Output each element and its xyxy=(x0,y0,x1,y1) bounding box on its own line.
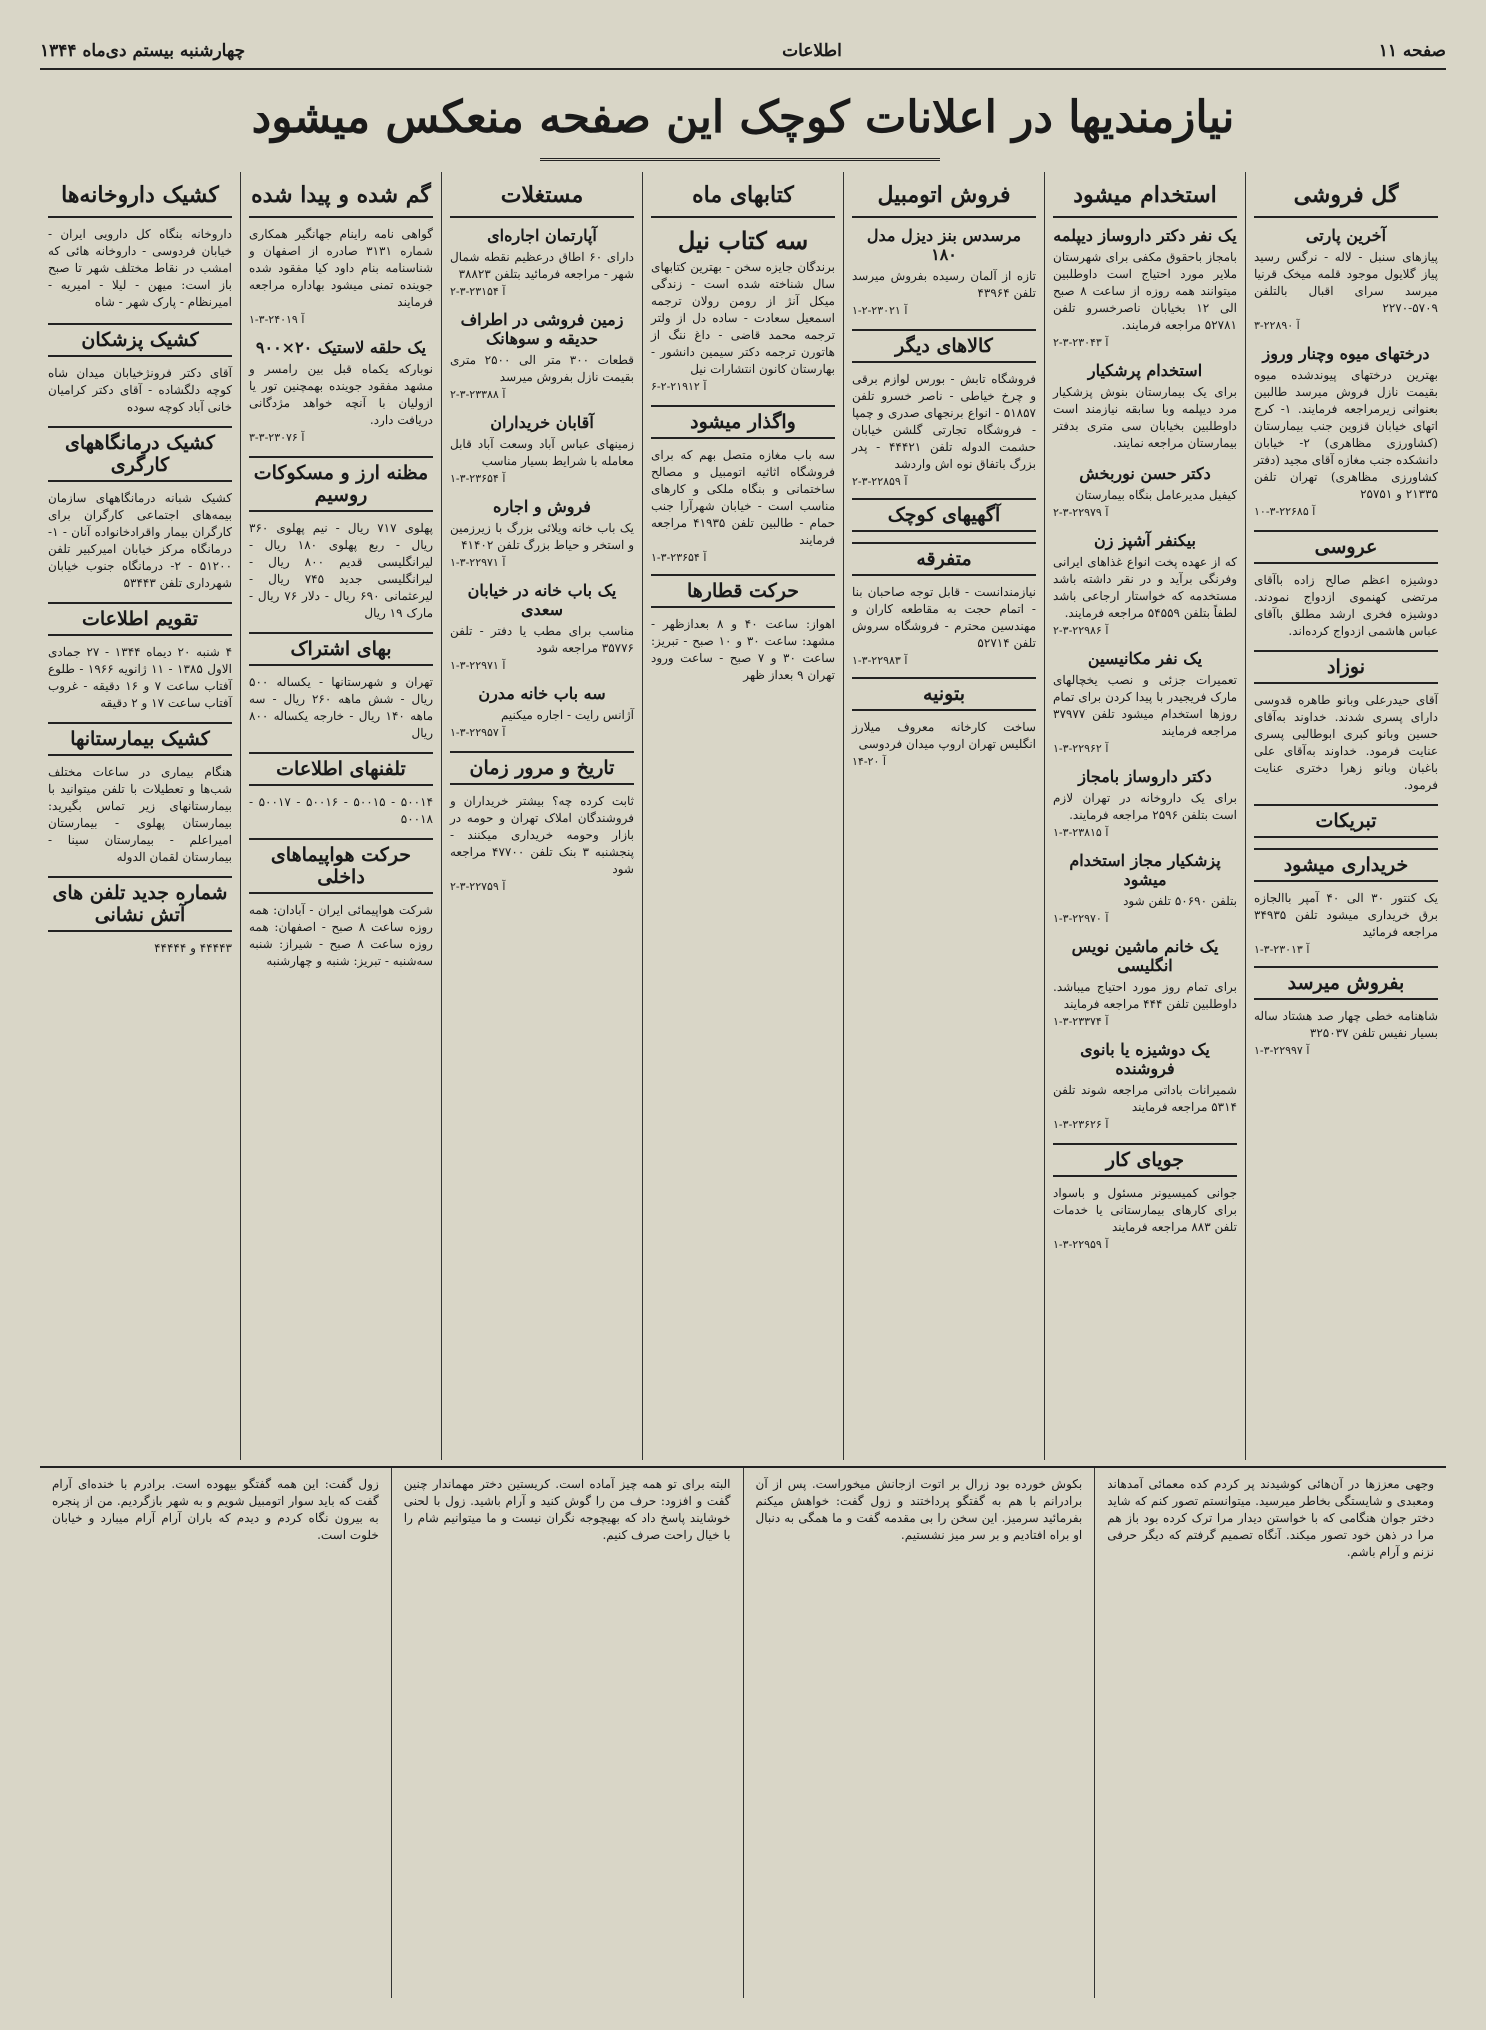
section-heading: متفرقه xyxy=(852,542,1036,576)
classified-ad xyxy=(450,497,634,569)
ad-title: مرسدس بنز دیزل مدل ۱۸۰ xyxy=(866,226,1022,264)
classified-ad xyxy=(1053,767,1237,839)
running-head xyxy=(40,34,1446,70)
ad-code: آ ۲۲۹۷۰-۳-۱ xyxy=(1053,912,1109,925)
column-heading: مستغلات xyxy=(450,176,634,218)
section-text: ۴۴۴۴۳ و ۴۴۴۴۴ xyxy=(154,941,232,955)
section-heading: کشیک درمانگاههای کارگری xyxy=(48,426,232,482)
ad-code: آ ۲۳۳۸۸-۳-۲ xyxy=(450,388,506,401)
section-text: هنگام بیماری در ساعات مختلف شب‌ها و تعطیلات با تلفن میتوانید با بیمارستانهای زیر تماس بگیرید: بیمارستان پهلوی - بیمارستان امیراعلم - بیمارستان سینا - بیمارستان لقمان الدوله xyxy=(48,765,232,864)
ad-code: آ ۲۴۰۱۹-۳-۱ xyxy=(249,313,305,326)
ad-title: یک خانم ماشین نویس انگلیسی xyxy=(1071,937,1219,975)
classified-ad xyxy=(1053,361,1237,452)
classified-ad xyxy=(450,310,634,401)
section-text: جوانی کمیسیونر مسئول و باسواد برای کارهای بیمارستانی یا خدمات تلفن ۸۸۳ مراجعه فرمایند xyxy=(1053,1186,1237,1234)
story-paragraph: البته برای تو همه چیز آماده است. کریستین دختر مهماندار چنین گفت و افزود: حرف من را گوش کنید و آرام باشید. زول با لحنی خوشایند پاسخ داد که بهیچوجه نگران نیست و ما میتوانیم شام را با خیال راحت صرف کنیم. xyxy=(403,1477,731,1542)
ad-title: زمین فروشی در اطراف حدیقه و سوهانک xyxy=(460,310,624,348)
ad-code: آ ۲۳۰۴۳-۳-۲ xyxy=(1053,336,1109,349)
section-text: کشیک شبانه درمانگاههای سازمان بیمه‌های اجتماعی کارگران برای کارگران بیمار واقرادخانواده آنان - ۱- درمانگاه مرکز خیابان امیرکبیر تلفن ۵۱۲۰۰ - ۲- درمانگاه جنوب خیابان شهرداری تلفن ۵۳۴۴۳ xyxy=(48,491,233,590)
classified-ad xyxy=(249,338,433,444)
story-paragraph: بکوش خورده بود زرال بر اتوت ازجانش میخوراست. پس از آن برادرانم با هم به گفتگو پرداختند و زول گفت: خواهش میکنم بفرمائید سرمیز. این سخن را بی مقدمه گفت و ما همگی به دنبال او براه افتادیم و بر سر میز نشستیم. xyxy=(755,1477,1083,1542)
section-heading: شماره جدید تلفن های آتش نشانی xyxy=(48,876,232,932)
section-heading: حرکت هواپیماهای داخلی xyxy=(249,838,433,894)
section-text: آقای دکتر فرونژخیابان میدان شاه کوچه دلگشاده - آقای دکتر کرامیان خانی آباد کوچه سوده xyxy=(48,366,232,414)
ad-text: تازه از آلمان رسیده بفروش میرسد تلفن ۴۳۹۶۴ xyxy=(852,269,1036,300)
section-text: اهواز: ساعت ۴۰ و ۸ بعدازظهر - مشهد: ساعت ۳۰ و ۱۰ صبح - تبریز: ساعت ۳۰ و ۷ صبح - ساعت ورود تهران ۹ بعداز ظهر xyxy=(651,617,835,682)
ad-title: فروش و اجاره xyxy=(493,497,591,516)
serial-story xyxy=(40,1466,1446,1998)
ad-code: آ ۲۲۹۵۷-۳-۱ xyxy=(450,726,506,739)
section-text: ۴ شنبه ۲۰ دیماه ۱۳۴۴ - ۲۷ جمادی الاول ۱۳۸۵ - ۱۱ ژانویه ۱۹۶۶ - طلوع آفتاب ساعت ۷ و ۱۶ دقیقه - غروب آفتاب ساعت ۱۷ و ۲ دقیقه xyxy=(48,645,233,710)
ad-text: قطعات ۳۰۰ متر الی ۲۵۰۰ متری بقیمت نازل بفروش میرسد xyxy=(450,353,634,384)
story-column xyxy=(40,1468,391,1998)
ad-title: سه باب خانه مدرن xyxy=(478,684,606,703)
ad-code: آ ۲۳۰۱۳-۳-۱ xyxy=(1254,943,1310,956)
section-heading: بفروش میرسد xyxy=(1254,966,1438,1000)
section-text: شاهنامه خطی چهار صد هشتاد ساله بسیار نفیس تلفن ۳۲۵۰۳۷ xyxy=(1254,1009,1438,1040)
classified-ad xyxy=(48,226,232,311)
column-heading: گل فروشی xyxy=(1254,176,1438,218)
section-heading: جویای کار xyxy=(1053,1143,1237,1177)
ad-text: آژانس رایت - اجاره میکنیم xyxy=(500,708,634,722)
ad-title: یک دوشیزه یا بانوی فروشنده xyxy=(1080,1040,1210,1078)
classified-ad xyxy=(450,581,634,672)
ad-text: یک باب خانه ویلائی بزرگ با زیرزمین و استخر و حیاط بزرگ تلفن ۴۱۴۰۲ xyxy=(450,521,634,552)
ad-code: آ ۲۳۳۷۴-۳-۱ xyxy=(1053,1015,1109,1028)
classified-ad xyxy=(1053,531,1237,637)
section-heading: عروسی xyxy=(1254,530,1438,564)
ad-text: پیازهای سنبل - لاله - نرگس رسید پیاز گلایول موجود قلمه میخک قرنیا میرسد سرای اقبال بالتلفن ۵۷۰۹-۲۲۷۰ xyxy=(1254,250,1438,315)
ad-text: زمینهای عباس آباد وسعت آباد قابل معامله با شرایط بسیار مناسب xyxy=(450,437,634,468)
classified-ad xyxy=(450,413,634,485)
section-heading: واگذار میشود xyxy=(651,405,835,439)
section-text: دوشیزه اعظم صالح زاده باآقای مرتضی کهنموی ازدواج نمودند. دوشیزه فخری ارشد مطلق باآقای عباس هاشمی ازدواج کرده‌اند. xyxy=(1254,573,1438,638)
ad-code: آ ۲۲۹۶۲-۳-۱ xyxy=(1053,742,1109,755)
section-text: آقای حیدرعلی وبانو طاهره قدوسی دارای پسری شدند. خداوند به‌آقای حسین وبانو کبری ابوطالبی پسری عنایت فرمود. خداوند به‌آقای علی باغبان وبانو زهرا دختری عنایت فرمود. xyxy=(1254,693,1438,792)
story-column xyxy=(743,1468,1095,1998)
ad-code: آ ۲۲۹۷۱-۳-۱ xyxy=(450,556,506,569)
section-heading: حرکت قطارها xyxy=(651,574,835,608)
ad-text: بامجاز باحقوق مکفی برای شهرستان ملایر مورد احتیاج است داوطلبین میتوانند همه روزه از ساعت ۸ صبح الی ۱۲ بخیابان ناصرخسرو تلفن ۵۲۷۸۱ مراجعه فرمایند. xyxy=(1053,250,1237,332)
ad-title: استخدام پرشکیار xyxy=(1087,361,1203,380)
ad-text: داروخانه بنگاه کل دارویی ایران - خیابان فردوسی - داروخانه هائی که امشب در نقاط مختلف شهر تا صبح باز است: میهن - لیلا - امیریه - امیرنظام - پارک شهر - شاه xyxy=(48,227,232,309)
section-heading: تلفنهای اطلاعات xyxy=(249,752,433,786)
ad-code: آ ۲۲۹۹۷-۳-۱ xyxy=(1254,1044,1310,1057)
ad-code: آ ۲۳۰۷۶-۳-۳ xyxy=(249,431,305,444)
ad-text: مناسب برای مطب یا دفتر - تلفن ۳۵۷۷۶ مراجعه شود xyxy=(450,624,634,655)
classified-column xyxy=(843,172,1044,1460)
page-banner: نیازمندیها در اعلانات کوچک این صفحه منعکس میشود xyxy=(251,92,1235,143)
ad-title: پزشکیار مجاز استخدام میشود xyxy=(1069,851,1221,889)
section-heading: کشیک بیمارستانها xyxy=(48,722,232,756)
story-column xyxy=(391,1468,743,1998)
classified-ad xyxy=(852,226,1036,317)
section-heading: آگهیهای کوچک xyxy=(852,498,1036,532)
column-heading: گم شده و پیدا شده xyxy=(249,176,433,218)
classified-ad xyxy=(1254,344,1438,518)
ad-title: یک حلقه لاستیک ۲۰×۹۰۰ xyxy=(255,338,427,357)
classified-ad xyxy=(1053,851,1237,925)
section-text: ثابت کرده چه؟ بیشتر خریداران و فروشندگان املاک تهران و حومه در بازار وحومه خریداری میکنند - پنجشنبه ۳ بنک تلفن ۴۷۷۰۰ مراجعه شود xyxy=(450,794,635,876)
ad-code: آ ۲۲۹۷۱-۳-۱ xyxy=(450,659,506,672)
ad-code: آ ۲۳۱۵۴-۳-۲ xyxy=(450,285,506,298)
section-text: ۵۰۰۱۴ - ۵۰۰۱۵ - ۵۰۰۱۶ - ۵۰۰۱۷ - ۵۰۰۱۸ xyxy=(249,795,434,826)
ad-text: شمیرانات باداتی مراجعه شوند تلفن ۵۳۱۴ مراجعه فرمایند xyxy=(1053,1083,1237,1114)
ad-title: بیکنفر آشپز زن xyxy=(1094,531,1196,550)
section-heading: تاریخ و مرور زمان xyxy=(450,751,634,785)
issue-date: چهارشنبه بیستم دی‌ماه ۱۳۴۴ xyxy=(40,41,246,61)
ad-title: آخرین پارتی xyxy=(1305,226,1387,245)
classified-columns xyxy=(40,172,1446,1460)
ad-text: بتلفن ۵۰۶۹۰ تلفن شود xyxy=(1123,894,1237,908)
column-heading: کشیک داروخانه‌ها xyxy=(48,176,232,218)
ad-title: دکتر حسن نوربخش xyxy=(1079,464,1211,483)
ad-title: یک باب خانه در خیابان سعدی xyxy=(467,581,617,619)
section-text: فروشگاه تابش - بورس لوازم برقی و چرخ خیاطی - ناصر خسرو تلفن ۵۱۸۵۷ - انواع برنجهای صدری و چمپا - فروشگاه تجارتی گلشن خیابان حشمت الدوله تلفن ۴۴۴۲۱ - پدر بزرگ باتفاق نوه اش واردشد xyxy=(852,372,1036,471)
classified-column xyxy=(1044,172,1245,1460)
classified-column xyxy=(642,172,843,1460)
section-heading: بتونیه xyxy=(852,677,1036,711)
section-heading: مظنه ارز و مسکوکات روسیم xyxy=(249,456,433,512)
ad-code: آ ۲۳۰۲۱-۲-۱ xyxy=(852,304,908,317)
ad-code: آ ۲۲۶۸۵-۳-۱۰ xyxy=(1254,505,1316,518)
classified-ad xyxy=(1053,464,1237,519)
section-heading: کشیک پزشکان xyxy=(48,323,232,357)
ad-text: نوبارکه یکماه قبل بین رامسر و مشهد مفقود جوینده بهمچنین تور یا ازولیان با آنچه خواهد مژدگانی دریافت دارد. xyxy=(249,362,433,427)
ad-title: یک نفر دکتر داروساز دیپلمه xyxy=(1053,226,1237,245)
classified-column xyxy=(40,172,240,1460)
ad-code: آ ۲۳۶۲۶-۳-۱ xyxy=(1053,1118,1109,1131)
ad-text: برای تمام روز مورد احتیاج میباشد. داوطلبین تلفن ۴۴۴ مراجعه فرمایند xyxy=(1053,980,1237,1011)
section-heading: تقویم اطلاعات xyxy=(48,602,232,636)
ad-code: آ ۲۲۷۵۹-۳-۲ xyxy=(450,880,506,893)
ad-title: آقابان خریداران xyxy=(490,413,594,432)
banner-rule xyxy=(540,158,940,165)
story-paragraph: وجهی معززها در آن‌هائی کوشیدند پر کردم کده معمائی آمدهاند ومعبدی و شایستگی بخاطر میرسید. میتوانستم تصور کنم که شاید دختر جوان هنگامی که با خواستن دیدار مرا ترک کرده بود باز هم مرا در ذهن خود تصور میکند. آنگاه تصمیم گرفتم که دیگر حرفی نزنم و آرام باشم. xyxy=(1107,1477,1434,1559)
page-number: صفحه ۱۱ xyxy=(1378,41,1446,61)
section-heading: تبریکات xyxy=(1254,804,1438,838)
ad-title: آپارتمان اجاره‌ای xyxy=(487,226,597,245)
classified-ad xyxy=(249,226,433,326)
ad-code: آ ۲۳۸۱۵-۳-۱ xyxy=(1053,826,1109,839)
ad-code: آ ۲۱۹۱۲-۲-۶ xyxy=(651,380,707,393)
column-heading: استخدام میشود xyxy=(1053,176,1237,218)
classified-ad xyxy=(1254,226,1438,332)
ad-text: تعمیرات جزئی و نصب یخچالهای مارک فریجیدر با پیدا کردن برای تمام روزها استخدام میشود تلفن ۳۷۹۷۷ مراجعه فرمایند xyxy=(1053,673,1237,738)
ad-title: سه کتاب نیل xyxy=(677,226,809,255)
ad-title: یک نفر مکانیسین xyxy=(1087,649,1203,668)
ad-text: گواهی نامه راینام جهانگیر همکاری شماره ۳۱۳۱ صادره از اصفهان و شناسنامه بنام داود کیا مفقود شده جوینده تمنی میشود بهاداره مراجعه فرمایند xyxy=(249,227,434,309)
classified-ad xyxy=(1053,226,1237,349)
section-text: سه باب مغازه متصل بهم که برای فروشگاه اثاثیه اتومبیل و مصالح ساختمانی و بنگاه ملکی و کارهای مناسب است - خیابان شهرآرا جنب حمام - طالبین تلفن ۴۱۹۳۵ مراجعه فرمایند xyxy=(651,448,835,547)
ad-text: کیفیل مدیرعامل بنگاه بیمارستان xyxy=(1075,488,1237,502)
ad-text: برای یک داروخانه در تهران لازم است بتلفن ۲۵۹۶ مراجعه فرمایند. xyxy=(1053,791,1237,822)
classified-ad xyxy=(1053,937,1237,1028)
ad-code: آ ۲۳۶۵۴-۳-۱ xyxy=(450,472,506,485)
classified-ad xyxy=(450,226,634,298)
ad-code: آ ۲۲۹۵۹-۳-۱ xyxy=(1053,1238,1109,1251)
ad-code: آ ۲۲۹۸۳-۳-۱ xyxy=(852,654,908,667)
ad-code: آ ۲۳۶۵۴-۳-۱ xyxy=(651,551,707,564)
section-text: پهلوی ۷۱۷ ریال - نیم پهلوی ۳۶۰ ریال - ربع پهلوی ۱۸۰ ریال - لیرانگلیسی قدیم ۸۰۰ ریال - لیرانگلیسی جدید ۷۴۵ ریال - لیرعثمانی ۶۹۰ ریال - دلار ۷۶ ریال - مارک ۱۹ ریال xyxy=(249,521,434,620)
ad-text: که از عهده پخت انواع غذاهای ایرانی وفرنگی برآید و در نقر داشته باشد مستخدمه که خواستار ارجاعی باشد لطفاً بتلفن ۵۴۵۵۹ مراجعه فرمایند. xyxy=(1053,555,1237,620)
section-text: تهران و شهرستانها - یکساله ۵۰۰ ریال - شش ماهه ۲۶۰ ریال - سه ماهه ۱۴۰ ریال - خارجه یکساله ۸۰۰ ریال xyxy=(249,675,433,740)
section-text: نیازمندانست - قابل توجه صاحبان بنا - اتمام حجت به مقاطعه کاران و مهندسین محترم - فروشگاه سروش تلفن ۵۲۷۱۴ xyxy=(852,585,1036,650)
column-heading: فروش اتومبیل xyxy=(852,176,1036,218)
classified-ad xyxy=(1053,1040,1237,1131)
section-text: یک کنتور ۳۰ الی ۴۰ آمپر باالجازه برق خریداری میشود تلفن ۳۴۹۳۵ مراجعه فرمائید xyxy=(1254,891,1438,939)
ad-code: آ ۲۲۹۸۶-۳-۲ xyxy=(1053,624,1109,637)
classified-column xyxy=(240,172,441,1460)
classified-column xyxy=(441,172,642,1460)
classified-ad xyxy=(1053,649,1237,755)
classified-ad xyxy=(450,684,634,739)
ad-text: دارای ۶۰ اطاق درعظیم نقطه شمال شهر - مراجعه فرمائید بتلفن ۳۸۸۲۳ xyxy=(450,250,635,281)
classified-ad xyxy=(651,226,835,393)
section-heading: خریداری میشود xyxy=(1254,848,1438,882)
section-heading: بهای اشتراک xyxy=(249,632,433,666)
section-text: شرکت هواپیمائی ایران - آبادان: همه روزه ساعت ۸ صبح - اصفهان: همه روزه ساعت ۸ صبح - شیراز: شنبه سه‌شنبه - تبریز: شنبه و چهارشنبه xyxy=(249,903,433,968)
ad-text: بهترین درختهای پیوندشده میوه بقیمت نازل فروش میرسد طالبین بعنوانی زیرمراجعه فرمایند. ۱- کرج اتهای خیابان قزوین جنب بیمارستان (کشاورزی مظاهری) ۲- خیابان دانشکده جنب مغازه آقای مجید (دفتر کشاورزی مظاهری) تهران تلفن ۲۱۳۳۵ و ۲۵۷۵۱ xyxy=(1253,368,1438,501)
ad-code: آ ۲۲۸۹۰-۳ xyxy=(1254,319,1300,332)
classified-column xyxy=(1245,172,1446,1460)
story-column xyxy=(1094,1468,1446,1998)
column-heading: کتابهای ماه xyxy=(651,176,835,218)
ad-title: درختهای میوه وچنار وروز xyxy=(1262,344,1430,363)
section-heading: کالاهای دیگر xyxy=(852,329,1036,363)
ad-code: آ ۲۲۸۵۹-۳-۲ xyxy=(852,475,908,488)
story-paragraph: زول گفت: این همه گفتگو بیهوده است. برادرم با خنده‌ای آرام گفت که باید سوار اتومبیل شویم و به شهر بازگردیم. من از پنجره به بیرون نگاه کردم و دیدم که باران آرام آرام میبارد و خیابان خلوت است. xyxy=(52,1477,379,1542)
ad-text: برای یک بیمارستان بنوش پزشکیار مرد دیپلمه وبا سابقه نیازمند است داوطلبین بخیابان سی متری بدفتر بیمارستان مراجعه نمایند. xyxy=(1053,385,1237,450)
ad-code: آ ۲۲۹۷۹-۳-۲ xyxy=(1053,506,1109,519)
ad-title: دکتر داروساز بامجاز xyxy=(1078,767,1212,786)
section-text: ساخت کارخانه معروف میلارز انگلیس تهران اروپ میدان فردوسی xyxy=(852,720,1036,751)
ad-code: آ ۲۰-۱۴ xyxy=(852,755,886,768)
section-heading: نوزاد xyxy=(1254,650,1438,684)
paper-name: اطلاعات xyxy=(782,41,842,61)
ad-text: برندگان جایزه سخن - بهترین کتابهای سال شناخته شده است - زندگی میکل آنژ از رومن رولان ترجمه اسمعیل سعادت - ساده دل از ولتر ترجمه محمد قاضی - داغ ننگ از هاتورن ترجمه دکتر سیمین دانشور - بهارستان کانون انتشارات نیل xyxy=(651,260,835,376)
